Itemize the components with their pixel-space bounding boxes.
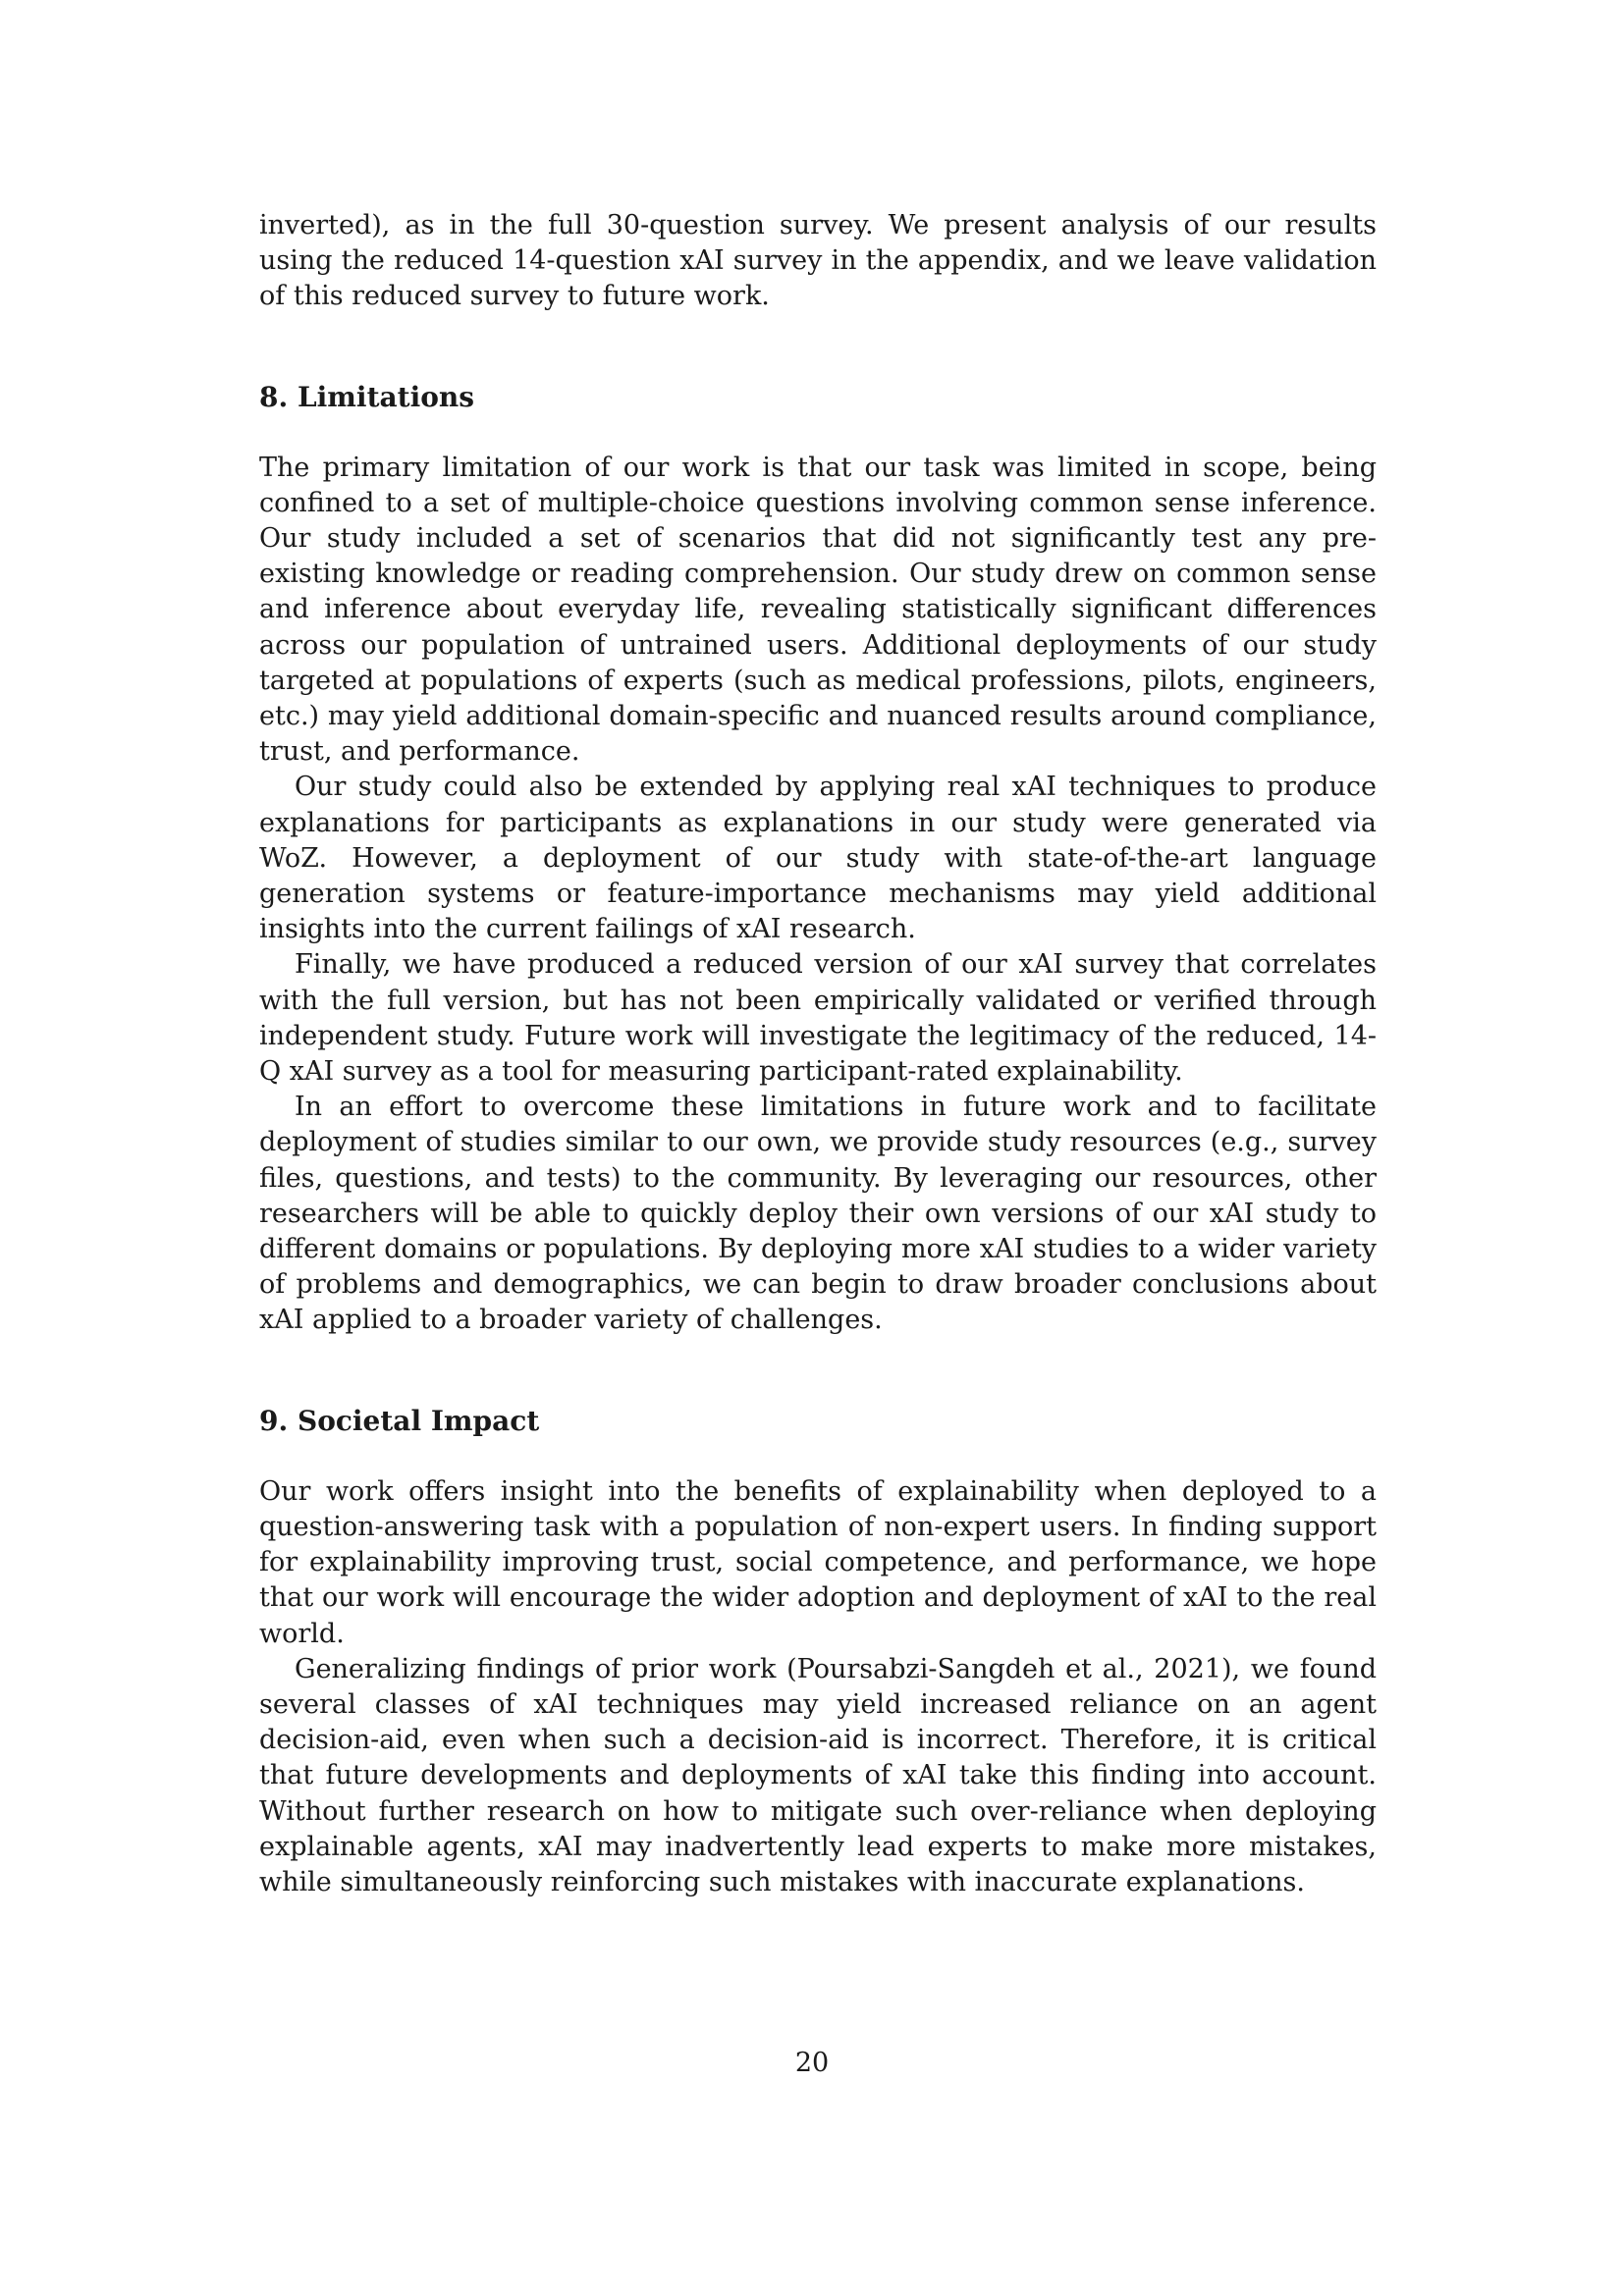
section-8-paragraph-4: In an effort to overcome these limitations in future work and to facilitate deployment of studies similar to our own, we provide study resources (e.g., survey files, questions, and tests) to the community. By leveraging our resources, other researchers will be able to quickly deploy their own versions of our xAI study to different domains or populations. By deploying more xAI studies to a wider variety of problems and demographics, we can begin to draw broader conclusions about xAI applied to a broader variety of challenges. bbox=[259, 1092, 1377, 1336]
section-8-paragraph-1: The primary limitation of our work is that our task was limited in scope, being confined to a set of multiple-choice questions involving common sense inference. Our study included a set of scenarios that did not significantly test any pre-existing knowledge or reading comprehension. Our study drew on common sense and inference about everyday life, revealing statistically significant differences across our population of untrained users. Additional deployments of our study targeted at populations of experts (such as medical professions, pilots, engineers, etc.) may yield additional domain-specific and nuanced results around compliance, trust, and performance. bbox=[259, 452, 1377, 768]
page-body bbox=[259, 208, 1377, 1900]
section-9-paragraph-1: Our work offers insight into the benefits of explainability when deployed to a question-answering task with a population of non-expert users. In finding support for explainability improving trust, social competence, and performance, we hope that our work will encourage the wider adoption and deployment of xAI to the real world. bbox=[259, 1475, 1377, 1649]
intro-paragraph: inverted), as in the full 30-question survey. We present analysis of our results using the reduced 14-question xAI survey in the appendix, and we leave validation of this reduced survey to future work. bbox=[259, 210, 1377, 312]
section-9-paragraph-2: Generalizing findings of prior work (Poursabzi-Sangdeh et al., 2021), we found several classes of xAI techniques may yield increased reliance on an agent decision-aid, even when such a decision-aid is incorrect. Therefore, it is critical that future developments and deployments of xAI take this finding into account. Without further research on how to mitigate such over-reliance when deploying explainable agents, xAI may inadvertently lead experts to make more mistakes, while simultaneously reinforcing such mistakes with inaccurate explanations. bbox=[259, 1653, 1377, 1897]
section-9-heading: 9. Societal Impact bbox=[259, 1404, 540, 1437]
section-8-paragraph-2: Our study could also be extended by applying real xAI techniques to produce explanations for participants as explanations in our study were generated via WoZ. However, a deployment of our study with state-of-the-art language generation systems or feature-importance mechanisms may yield additional insights into the current failings of xAI research. bbox=[259, 772, 1377, 945]
page-number: 20 bbox=[794, 2048, 830, 2078]
section-8-paragraph-3: Finally, we have produced a reduced version of our xAI survey that correlates with the full version, but has not been empirically validated or verified through independent study. Future work will investigate the legitimacy of the reduced, 14-Q xAI survey as a tool for measuring participant-rated explainability. bbox=[259, 949, 1377, 1088]
section-8-heading: 8. Limitations bbox=[259, 380, 475, 413]
